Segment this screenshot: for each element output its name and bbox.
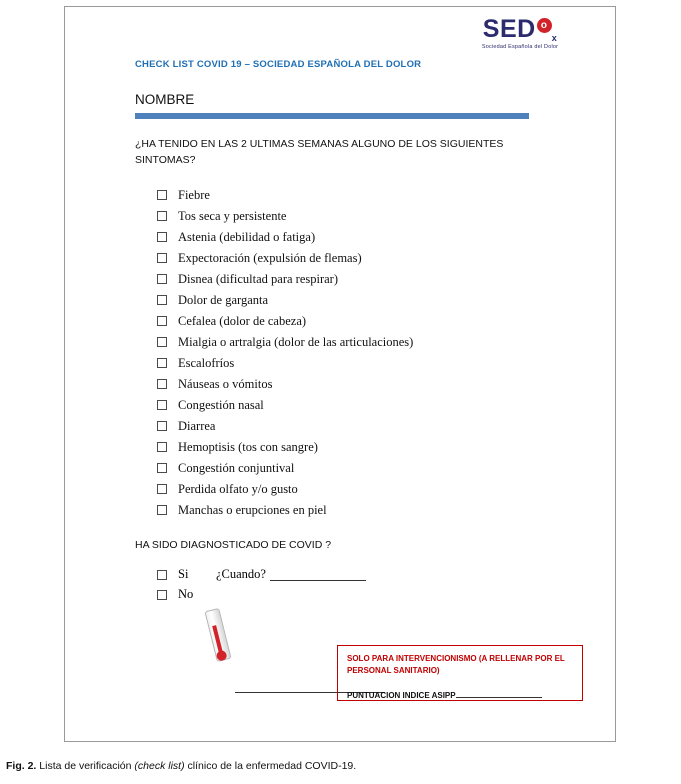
list-item[interactable] [157, 500, 591, 521]
symptom-label: Escalofríos [178, 355, 235, 370]
symptom-label: Diarrea [178, 418, 216, 433]
answer-row-yes[interactable] [157, 565, 591, 585]
symptom-label: Náuseas o vómitos [178, 376, 273, 391]
figure-number: Fig. 2. [6, 760, 37, 772]
name-field-label: NOMBRE [135, 92, 195, 107]
symptom-label: Hemoptisis (tos con sangre) [178, 439, 318, 454]
symptom-label: Perdida olfato y/o gusto [178, 481, 298, 496]
checkbox[interactable] [157, 379, 167, 389]
checkbox[interactable] [157, 211, 167, 221]
checkbox[interactable] [157, 570, 167, 580]
list-item[interactable] [157, 437, 591, 458]
checkbox[interactable] [157, 590, 167, 600]
logo-text: SED [482, 15, 536, 43]
list-item[interactable] [157, 185, 591, 206]
symptom-checklist [135, 185, 591, 521]
document-page [64, 6, 616, 742]
symptom-label: Tos seca y persistente [178, 208, 287, 223]
symptom-label: Fiebre [178, 187, 210, 202]
page-title: CHECK LIST COVID 19 – SOCIEDAD ESPAÑOLA DEL DOLOR [135, 59, 422, 70]
figure-caption [6, 760, 676, 772]
when-input[interactable] [270, 569, 366, 581]
checkbox[interactable] [157, 463, 167, 473]
list-item[interactable] [157, 353, 591, 374]
list-item[interactable] [157, 458, 591, 479]
list-item[interactable] [157, 374, 591, 395]
asipp-score-row [347, 688, 573, 700]
checkbox[interactable] [157, 232, 167, 242]
list-item[interactable] [157, 332, 591, 353]
symptom-label: Manchas o erupciones en piel [178, 502, 327, 517]
checkbox[interactable] [157, 421, 167, 431]
list-item[interactable] [157, 311, 591, 332]
checkbox[interactable] [157, 316, 167, 326]
checkbox[interactable] [157, 358, 167, 368]
list-item[interactable] [157, 479, 591, 500]
checkbox[interactable] [157, 484, 167, 494]
main-question: ¿HA TENIDO EN LAS 2 ULTIMAS SEMANAS ALGUNO DE LOS SIGUIENTES SINTOMAS? [135, 138, 504, 167]
footer-area [135, 617, 591, 713]
checkbox[interactable] [157, 400, 167, 410]
logo-subtitle: Sociedad Española del Dolor [481, 44, 559, 50]
document-body [65, 7, 615, 741]
diagnosis-question: HA SIDO DIAGNOSTICADO DE COVID ? [135, 538, 332, 551]
symptom-label: Congestión nasal [178, 397, 264, 412]
checkbox[interactable] [157, 442, 167, 452]
asipp-score-input[interactable] [456, 688, 542, 698]
caption-text-after: clínico de la enfermedad COVID-19. [187, 760, 357, 772]
list-item[interactable] [157, 395, 591, 416]
symptom-label: Congestión conjuntival [178, 460, 295, 475]
title-divider [135, 113, 529, 119]
answer-label: Si [178, 567, 189, 582]
list-item[interactable] [157, 269, 591, 290]
caption-italic: (check list) [134, 760, 185, 772]
answer-label: No [178, 587, 194, 602]
staff-only-title: SOLO PARA INTERVENCIONISMO (A RELLENAR POR EL PERSONAL SANITARIO) [347, 654, 565, 675]
symptom-label: Cefalea (dolor de cabeza) [178, 313, 307, 328]
symptom-label: Dolor de garganta [178, 292, 269, 307]
logo-x-mark: x [551, 33, 558, 43]
symptom-label: Disnea (dificultad para respirar) [178, 271, 338, 286]
staff-only-box [337, 645, 583, 701]
list-item[interactable] [157, 290, 591, 311]
checkbox[interactable] [157, 190, 167, 200]
checkbox[interactable] [157, 253, 167, 263]
list-item[interactable] [157, 248, 591, 269]
answer-row-no[interactable] [157, 585, 591, 605]
diagnosis-answers [135, 565, 591, 605]
checkbox[interactable] [157, 505, 167, 515]
list-item[interactable] [157, 416, 591, 437]
checkbox[interactable] [157, 337, 167, 347]
list-item[interactable] [157, 227, 591, 248]
list-item[interactable] [157, 206, 591, 227]
sed-logo [465, 17, 575, 50]
when-label: ¿Cuando? [216, 567, 266, 582]
thermometer-icon [201, 607, 236, 667]
asipp-score-label: PUNTUACION INDICE ASIPP [347, 691, 456, 700]
logo-wordmark [483, 17, 557, 42]
caption-text-before: Lista de verificación [39, 760, 132, 772]
checkbox[interactable] [157, 295, 167, 305]
logo-dot-icon: o [537, 18, 552, 33]
symptom-label: Astenia (debilidad o fatiga) [178, 229, 316, 244]
checkbox[interactable] [157, 274, 167, 284]
symptom-label: Expectoración (expulsión de flemas) [178, 250, 362, 265]
symptom-label: Mialgia o artralgia (dolor de las articulaciones) [178, 334, 414, 349]
